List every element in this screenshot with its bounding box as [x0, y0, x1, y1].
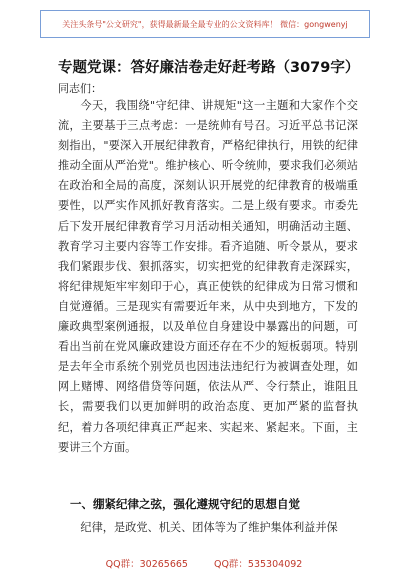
salutation: 同志们： [58, 82, 102, 95]
last-paragraph: 纪律，是政党、机关、团体等为了维护集体利益并保 [80, 521, 338, 534]
body-paragraph: 今天，我围绕"守纪律、讲规矩"这一主题和大家作个交流，主要基于三点考虑：一是统帅有号召。习近平总书记深刻指出，"要深入开展纪律教育，严格纪律执行，用铁的纪律推动全面从严治党"。维护核心、听令统帅，要求我们必须站在政治和全局的高度，深刻认识开展党的纪律教育的极端重要性，以严实作风抓好教育落实。二是上级有要求。市委先后下发开展纪律教育学习月活动相关通知，明确活动主题、教育学习主要内容等工作安排。看齐追随、听令景从，要求我们紧跟步伐、狠抓落实，切实把党的纪律教育走深踩实，将纪律规矩牢牢刻印于心，真正使铁的纪律成为日常习惯和自觉遵循。三是现实有需要近年来，从中央到地方，下发的廉政典型案例通报，以及单位自身建设中暴露出的问题，可看出当前在党风廉政建设方面还存在不少的短板弱项。特别是去年全市系统个别党员也因违法违纪行为被调查处理，如网上赌博、网络借贷等问题，依法从严、令行禁止，谁阻且长，需要我们以更加鲜明的政治态度、更加严紧的监督执纪，着力各项纪律真正严起来、实起来、紧起来。下面，主要讲三个方面。 [58, 99, 358, 454]
section-heading: 一、绷紧纪律之弦，强化遵规守纪的思想自觉 [70, 497, 300, 511]
document-title: 专题党课：答好廉洁卷走好赶考路（3079字） [58, 60, 360, 76]
footer-qq-group-2: QQ群：535304092 [213, 559, 303, 570]
header-banner [40, 10, 370, 38]
footer-qq-group-1: QQ群：30265665 [105, 559, 188, 570]
header-banner-text: 关注头条号"公文研究"，获得最新最全最专业的公文资料库！ 微信：gongwenyj [62, 19, 348, 29]
document-body [58, 96, 358, 458]
footer-contact [0, 556, 408, 570]
